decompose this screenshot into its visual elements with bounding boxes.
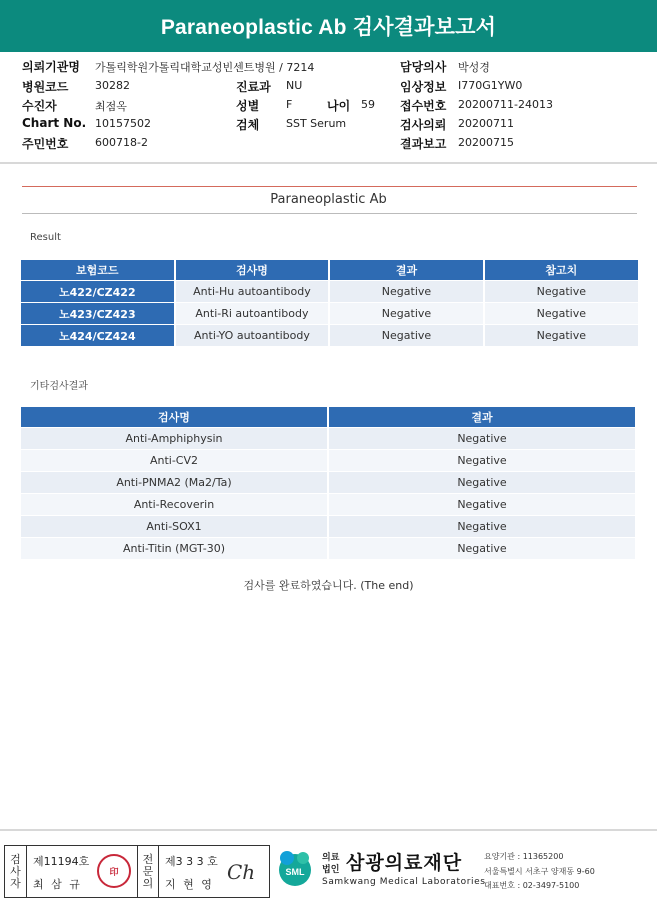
hospital-code-value: 30282 (95, 79, 130, 92)
test-result: Negative (329, 516, 635, 537)
col-result: 결과 (330, 260, 482, 280)
clinical-value: I770G1YW0 (458, 79, 523, 92)
tester-label: 검 사 자 (5, 846, 27, 897)
id-label: 주민번호 (22, 137, 69, 151)
col-result: 결과 (329, 407, 635, 427)
reference-value: Negative (485, 303, 638, 324)
age-value: 59 (361, 98, 375, 111)
test-name: Anti-Hu autoantibody (176, 281, 329, 302)
org-english-name: Samkwang Medical Laboratories (322, 877, 486, 887)
insurance-code: 노423/CZ423 (21, 303, 174, 324)
test-name: Anti-Titin (MGT-30) (21, 538, 327, 559)
sex-label: 성별 (236, 99, 260, 113)
test-result: Negative (330, 281, 482, 302)
test-result: Negative (329, 472, 635, 493)
insurance-code: 노424/CZ424 (21, 325, 174, 346)
id-value: 600718-2 (95, 136, 148, 149)
org-prefix: 의료 법인 (322, 853, 340, 875)
report-subtitle: Paraneoplastic Ab (270, 192, 387, 207)
tester-number: 제11194호 (33, 855, 90, 868)
report-top-rule (22, 186, 637, 187)
col-test-name: 검사명 (176, 260, 329, 280)
specialist-number: 제3 3 3 호 (165, 855, 218, 868)
specimen-label: 검체 (236, 118, 260, 132)
test-name: Anti-Recoverin (21, 494, 327, 515)
test-result: Negative (329, 450, 635, 471)
table-row (21, 428, 635, 449)
result-table-header (21, 260, 638, 280)
request-value: 20200711 (458, 117, 514, 130)
table-row (21, 516, 635, 537)
reference-value: Negative (485, 325, 638, 346)
logo-text: SML (285, 867, 305, 877)
table-row (21, 325, 638, 346)
org-name: 삼광의료재단 (346, 852, 463, 874)
other-results-table (19, 406, 637, 560)
hospital-code-label: 병원코드 (22, 80, 69, 94)
seal-stamp: 印 (97, 854, 131, 888)
specimen-value: SST Serum (286, 117, 347, 130)
table-row (21, 303, 638, 324)
table-row (21, 450, 635, 471)
insurance-code: 노422/CZ422 (21, 281, 174, 302)
test-result: Negative (329, 494, 635, 515)
tester-name: 최 삼 규 (33, 878, 82, 891)
table-row (21, 494, 635, 515)
table-row (21, 281, 638, 302)
result-date-label: 결과보고 (400, 137, 447, 151)
end-note: 검사를 완료하였습니다. (The end) (243, 579, 414, 592)
org-address: 서울특별시 서초구 양재동 9-60 (484, 867, 595, 876)
result-date-value: 20200715 (458, 136, 514, 149)
collector-label: 수진자 (22, 99, 57, 113)
specialist-label: 전 문 의 (137, 846, 159, 897)
sml-logo-icon (275, 848, 315, 888)
chart-label: Chart No. (22, 116, 87, 130)
test-name: Anti-SOX1 (21, 516, 327, 537)
sex-value: F (286, 98, 293, 111)
reference-value: Negative (485, 281, 638, 302)
report-title: Paraneoplastic Ab 검사결과보고서 (0, 0, 657, 52)
signature: Ch (227, 860, 256, 884)
col-test-name: 검사명 (21, 407, 327, 427)
test-name: Anti-PNMA2 (Ma2/Ta) (21, 472, 327, 493)
col-reference: 참고치 (485, 260, 638, 280)
other-section-label: 기타검사결과 (30, 381, 88, 392)
table-row (21, 472, 635, 493)
other-table-header (21, 407, 635, 427)
footer-divider (0, 829, 657, 831)
dept-label: 진료과 (236, 80, 271, 94)
collector-value: 최점옥 (95, 100, 127, 113)
clinical-label: 임상정보 (400, 80, 447, 94)
report-subtitle-rule (22, 213, 637, 214)
chart-value: 10157502 (95, 117, 151, 130)
request-label: 검사의뢰 (400, 118, 447, 132)
test-result: Negative (329, 428, 635, 449)
test-name: Anti-CV2 (21, 450, 327, 471)
receipt-label: 접수번호 (400, 99, 447, 113)
receipt-value: 20200711-24013 (458, 98, 553, 111)
test-result: Negative (330, 303, 482, 324)
org-code: 요양기관 : 11365200 (484, 852, 564, 861)
org-phone: 대표번호 : 02-3497-5100 (484, 881, 580, 890)
test-name: Anti-Ri autoantibody (176, 303, 329, 324)
specialist-name: 지 현 영 (165, 878, 214, 891)
test-result: Negative (329, 538, 635, 559)
age-label: 나이 (327, 99, 351, 113)
doctor-value: 박성경 (458, 61, 490, 74)
table-row (21, 538, 635, 559)
result-table (19, 259, 640, 347)
institution-label: 의뢰기관명 (22, 60, 80, 74)
test-result: Negative (330, 325, 482, 346)
result-section-label: Result (30, 232, 61, 243)
institution-value: 가톨릭학원가톨릭대학교성빈센트병원 / 7214 (95, 61, 315, 74)
doctor-label: 담당의사 (400, 60, 447, 74)
header-divider (0, 162, 657, 164)
signature-box (4, 845, 270, 898)
test-name: Anti-Amphiphysin (21, 428, 327, 449)
test-name: Anti-YO autoantibody (176, 325, 329, 346)
col-insurance-code: 보험코드 (21, 260, 174, 280)
dept-value: NU (286, 79, 303, 92)
